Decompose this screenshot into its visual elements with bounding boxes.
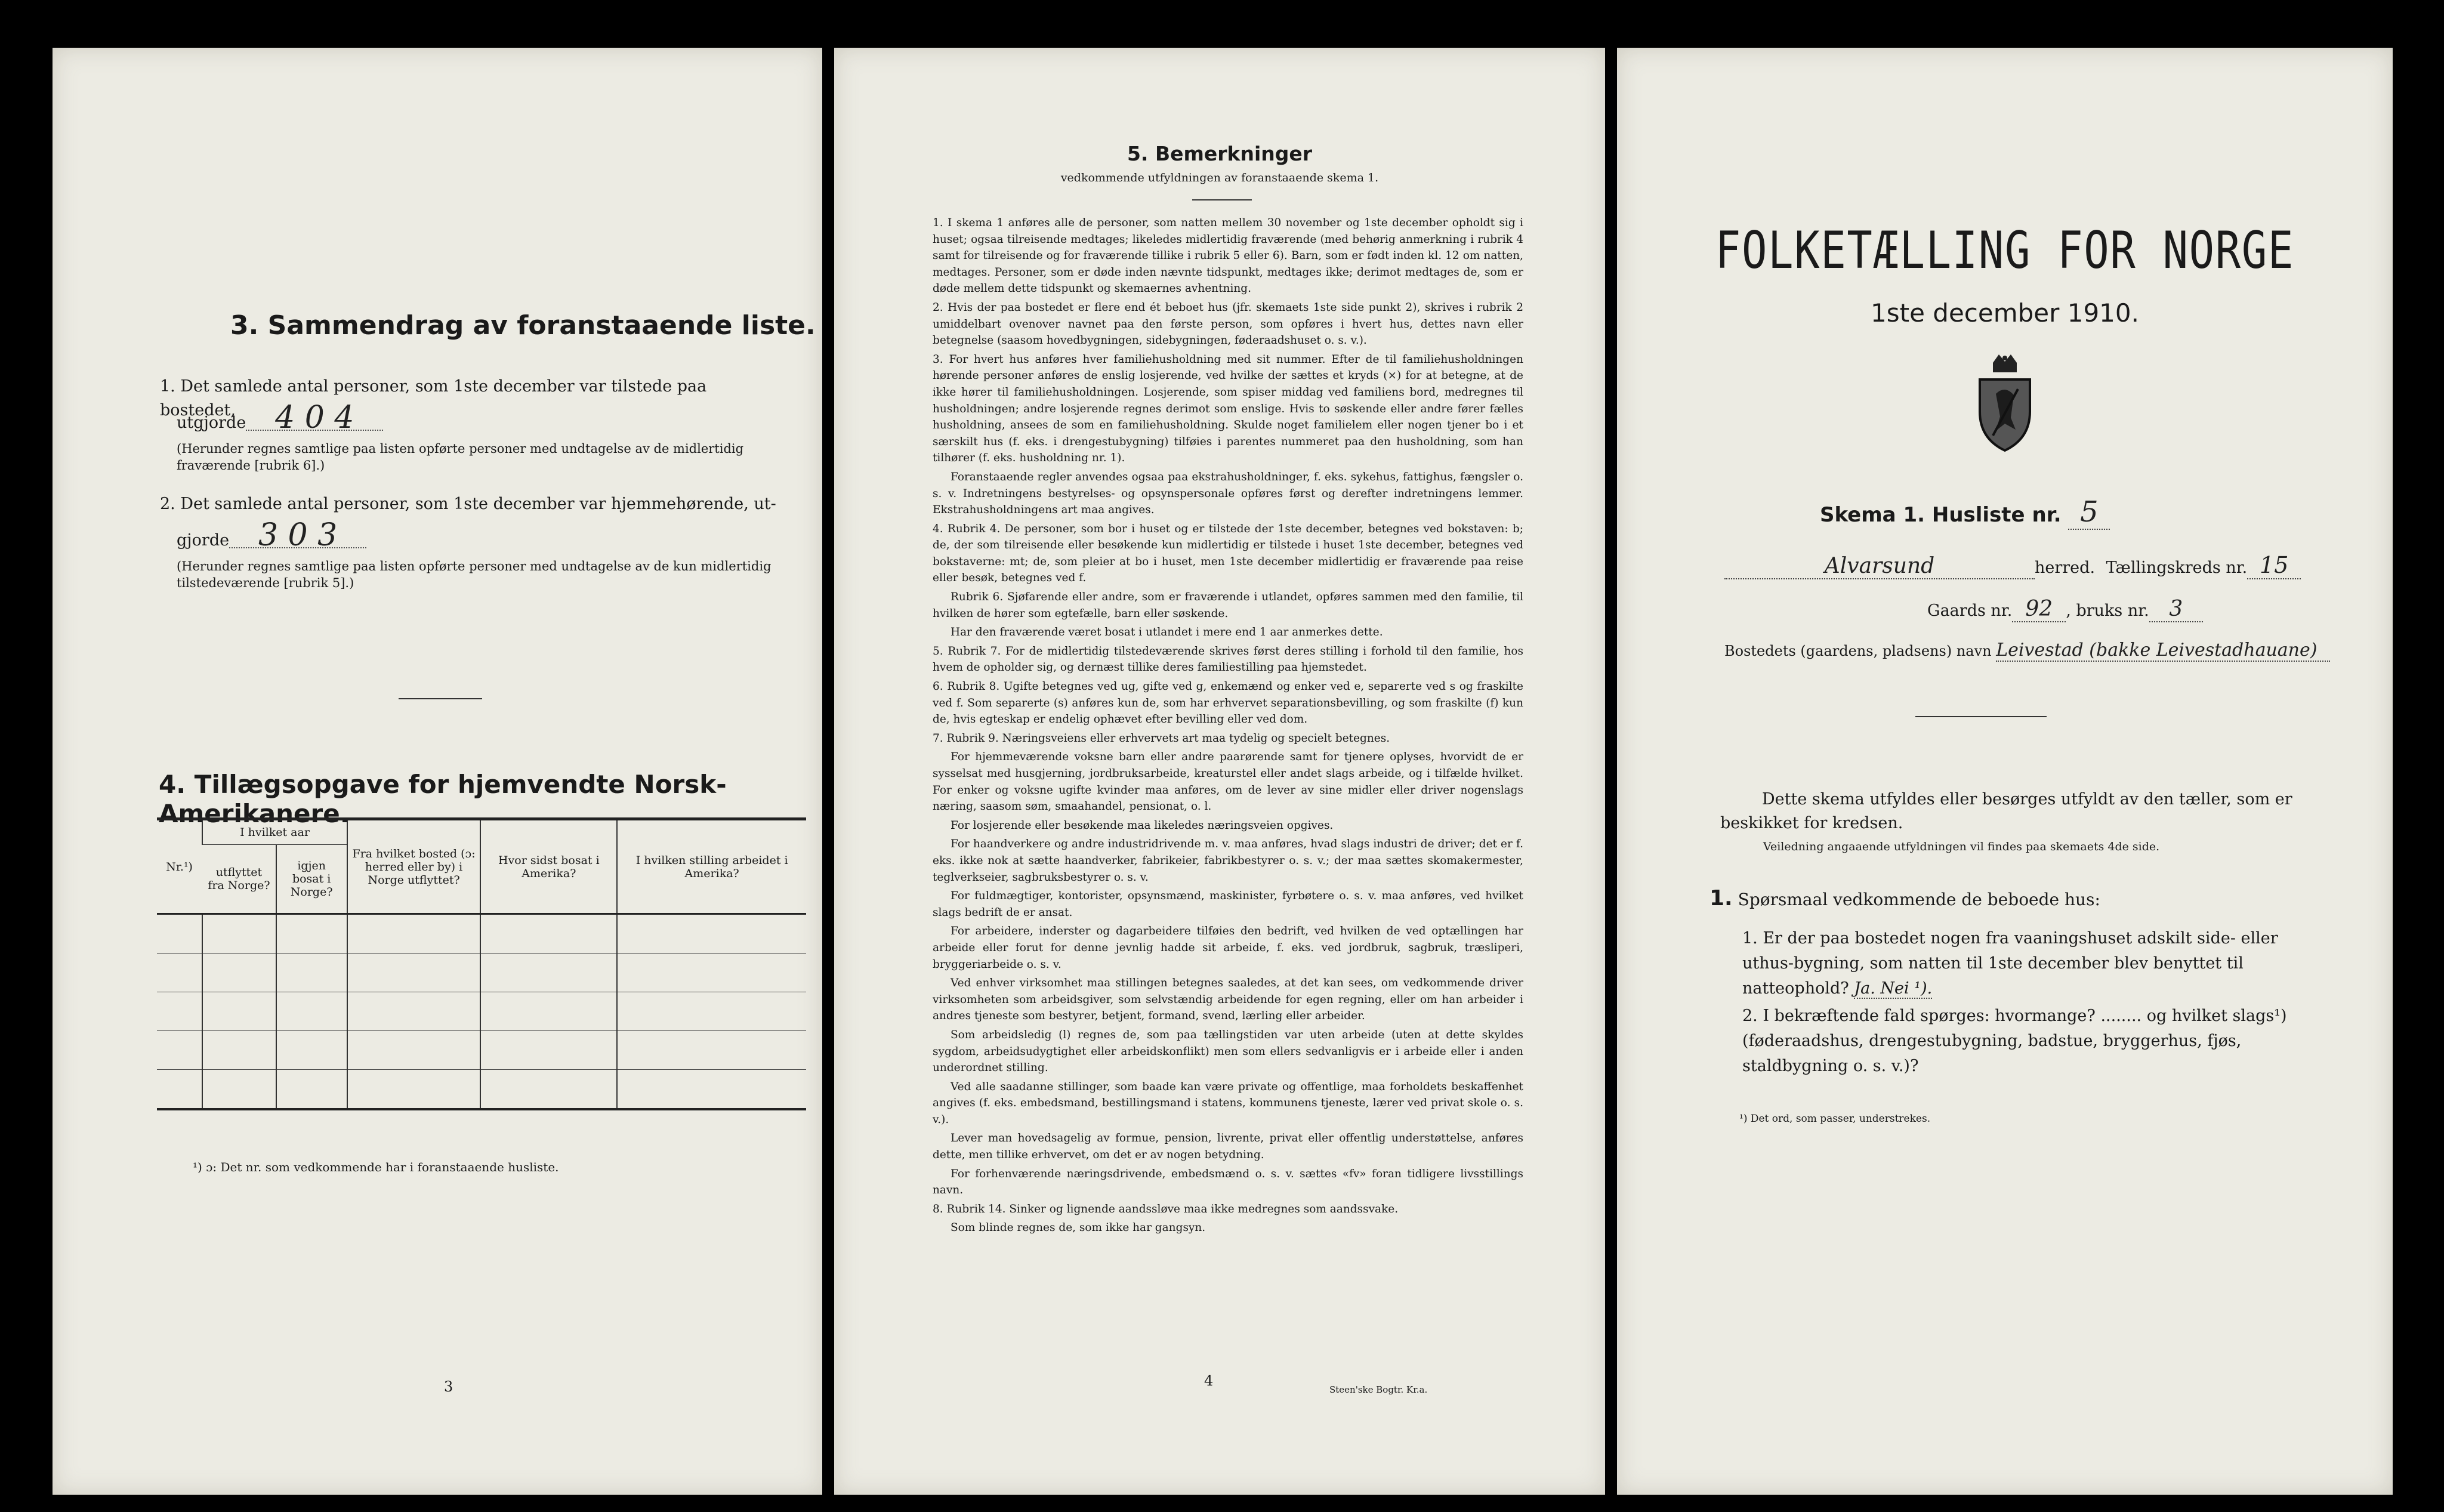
page-left <box>53 48 822 1495</box>
page-number-4: 4 <box>1204 1372 1214 1389</box>
table-row <box>157 1031 806 1070</box>
remark-6: 6. Rubrik 8. Ugifte betegnes ved ug, gifte ved g, enkemænd og enker ved e, separerte ved s og fraskilte ved f. Som separerte (s) anføres kun de, som har erhvervet separationsbevilling, og som fraskilte (f) kun de, hvis egteskap er endelig ophævet efter bevilling eller ved dom. <box>933 680 1523 726</box>
remark-4c: Har den fraværende været bosat i utlandet i mere end 1 aar anmerkes dette. <box>951 626 1383 639</box>
herred-label: herred. <box>2035 558 2096 577</box>
table-row <box>157 914 806 954</box>
kreds-label: Tællingskreds nr. <box>2106 558 2248 577</box>
right-footnote: ¹) Det ord, som passer, understrekes. <box>1739 1113 1931 1125</box>
remark-8: 8. Rubrik 14. Sinker og lignende aandssløve maa ikke medregnes som aandssvake. <box>933 1202 1399 1215</box>
question-1 <box>1742 926 2309 1001</box>
census-title: FOLKETÆLLING FOR NORGE <box>1715 221 2295 280</box>
remark-7b: For hjemmeværende voksne barn eller andre paarørende samt for tjenere oplyses, hvorvidt de er sysselsat med husgjerning, jordbruksarbeide, kreaturstel eller andet slags arbeide, og i tilfælde hvilket. For enker og voksne ugifte kvinder maa anføres, om de lever av sine midler eller driver nogenslags næring, saasom søm, smaahandel, pensionat, o. l. <box>933 751 1523 813</box>
remark-7e: For fuldmægtiger, kontorister, opsynsmænd, maskinister, fyrbøtere o. s. v. maa anføres, ved hvilket slags bedrift de er ansat. <box>933 890 1523 919</box>
question-1-text: 1. Er der paa bostedet nogen fra vaaningshuset adskilt side- eller uthus-bygning, som natten til 1ste december blev benyttet til natteophold? <box>1742 929 2278 998</box>
remark-7d: For haandverkere og andre industridrivende m. v. maa anføres, hvad slags industri de driver; det er f. eks. ikke nok at sætte haandverker, fabrikeier, fabrikbestyrer o. s. v.; der maa sættes skomakermester, teglverkseier, sagbruksbestyrer o. s. v. <box>933 838 1523 884</box>
remark-7c: For losjerende eller besøkende maa likeledes næringsveien opgives. <box>951 819 1334 832</box>
husliste-nr: 5 <box>2068 495 2110 530</box>
remark-3: 3. For hvert hus anføres hver familiehusholdning med sit nummer. Efter de til familiehusholdningen hørende personer anføres de enslig losjerende, ved hvilke der sættes et kryds (×) for at betegne, at de ikke hører til familiehusholdningen. Losjerende, som spiser middag ved familiens bord, medregnes til husholdningen; andre losjerende regnes derimot som enslige. Hvis to søskende eller andre fører fælles husholdning, ansees de som en familiehusholdning. Skulde noget familielem eller nogen tjener bo i et særskilt hus (f. eks. i drengestubygning) tilføies i parentes nummeret paa den husholdning, som han tilhører (f. eks. husholdning nr. 1). <box>933 353 1523 465</box>
question-heading <box>1709 886 2100 911</box>
item2-text: 2. Det samlede antal personer, som 1ste december var hjemmehørende, ut- <box>160 495 776 513</box>
census-date: 1ste december 1910. <box>1871 298 2139 328</box>
remark-7i: Ved alle saadanne stillinger, som baade kan være private og offentlige, maa forholdets beskaffenhet angives (f. eks. embedsmand, bestillingsmand i statens, kommunens tjeneste, lærer ved privat skole o. s. v.). <box>933 1080 1523 1126</box>
remark-4: 4. Rubrik 4. De personer, som bor i huset og er tilstede der 1ste december, betegnes ved bokstaven: b; de, der som tilreisende eller besøkende kun midlertidig er tilstede i huset 1ste december, betegnes ved bokstaverne: mt; de, som pleier at bo i huset, men 1ste december midlertidig er fraværende paa reise eller besøk, betegnes ved f. <box>933 522 1523 585</box>
remark-7h: Som arbeidsledig (l) regnes de, som paa tællingstiden var uten arbeide (uten at dette skyldes sygdom, arbeidsudygtighet eller arbeidskonflikt) men som ellers sedvanligvis er i arbeide eller i anden underordnet stilling. <box>933 1028 1523 1075</box>
col-igjen: igjen bosat i Norge? <box>276 845 347 914</box>
remark-7k: For forhenværende næringsdrivende, embedsmænd o. s. v. sættes «fv» foran tidligere livsstillings navn. <box>933 1167 1523 1197</box>
remark-2: 2. Hvis der paa bostedet er flere end ét beboet hus (jfr. skemaets 1ste side punkt 2), skrives i rubrik 2 umiddelbart ovenover navnet paa den første person, som opføres i hvert hus, dettes navn eller betegnelse (saasom hovedbygningen, sidebygningen, føderaadshuset o. s. v.). <box>933 301 1523 347</box>
printer-mark: Steen'ske Bogtr. Kr.a. <box>1329 1384 1428 1395</box>
norsk-amerikanere-table <box>157 817 806 1110</box>
herred-value: Alvarsund <box>1724 554 2035 579</box>
remark-7g: Ved enhver virksomhet maa stillingen betegnes saaledes, at det kan sees, om vedkommende driver virksomheten som arbeidsgiver, som selvstændig arbeidende for egen regning, eller om han arbeider i andres tjeneste som bestyrer, betjent, formand, svend, lærling eller arbeider. <box>933 977 1523 1023</box>
remark-7f: For arbeidere, inderster og dagarbeidere tilføies den bedrift, ved hvilken de ved optællingen har arbeide eller forut for denne jevnlig hadde sit arbeide, f. eks. ved jordbruk, sagbruk, træsliperi, bryggeriarbeide o. s. v. <box>933 925 1523 971</box>
section3-title: 3. Sammendrag av foranstaaende liste. <box>230 310 816 341</box>
remarks-subtitle: vedkommende utfyldningen av foranstaaende skema 1. <box>1060 171 1379 184</box>
question-1-answer: Ja. Nei ¹). <box>1854 979 1933 998</box>
item1-value: 4 0 4 <box>246 406 383 431</box>
guidance-text: Veiledning angaaende utfyldningen vil findes paa skemaets 4de side. <box>1763 840 2160 853</box>
coat-of-arms-icon <box>1969 352 2041 453</box>
remark-8b: Som blinde regnes de, som ikke har gangsyn. <box>951 1221 1206 1235</box>
skema-label: Skema 1. Husliste nr. <box>1820 503 2062 527</box>
bosted-row <box>1724 640 2330 662</box>
bruks-label: , bruks nr. <box>2066 601 2149 620</box>
question-heading-num: 1. <box>1709 886 1733 911</box>
divider <box>399 698 482 699</box>
item2-row <box>177 517 366 553</box>
skema-row <box>1820 495 2110 530</box>
gaards-value: 92 <box>2012 597 2066 622</box>
remark-3b: Foranstaaende regler anvendes ogsaa paa ekstrahusholdninger, f. eks. sykehus, fattighus, fængsler o. s. v. Indretningens bestyrelses- og opsynspersonale opføres først og derefter indretningens lemmer. Ekstrahusholdningens art maa angives. <box>933 470 1523 517</box>
item2-label: gjorde <box>177 531 230 550</box>
page-number-3: 3 <box>444 1378 453 1395</box>
remark-1: 1. I skema 1 anføres alle de personer, som natten mellem 30 november og 1ste december opholdt sig i huset; ogsaa tilreisende medtages; likeledes midlertidig fraværende (med behørig anmerkning i rubrik 4 samt for tilreisende og for fraværende tillike i rubrik 5 eller 6). Barn, som er født inden kl. 12 om natten, medtages. Personer, som er døde inden nævnte tidspunkt, medtages ikke; derimot medtages de, som er døde mellem dette tidspunkt og skemaernes avhentning. <box>933 217 1523 295</box>
table-row <box>157 954 806 992</box>
col-stilling: I hvilken stilling arbeidet i Amerika? <box>617 820 806 914</box>
item1-row <box>177 400 383 436</box>
bosted-label: Bostedets (gaardens, pladsens) navn <box>1724 643 1992 659</box>
table-row <box>157 1070 806 1109</box>
bosted-value: Leivestad (bakke Leivestadhauane) <box>1996 640 2330 662</box>
remarks-title: 5. Bemerkninger <box>1127 142 1313 165</box>
remark-7j: Lever man hovedsagelig av formue, pension, livrente, privat eller offentlig understøttelse, anføres dette, men tillike erhvervet, om det er av nogen betydning. <box>933 1132 1523 1162</box>
kreds-value: 15 <box>2247 552 2301 579</box>
remark-7: 7. Rubrik 9. Næringsveiens eller erhvervets art maa tydelig og specielt betegnes. <box>933 732 1390 745</box>
remark-5: 5. Rubrik 7. For de midlertidig tilstedeværende skrives først deres stilling i forhold til den familie, hos hvem de opholder sig, og dernæst tillike deres familiestilling paa hjemstedet. <box>933 644 1523 674</box>
col-aar: I hvilket aar <box>202 820 347 845</box>
item1-label: utgjorde <box>177 414 246 432</box>
table-row <box>157 992 806 1031</box>
remarks-divider <box>1192 199 1252 200</box>
col-bosted: Fra hvilket bosted (ɔ: herred eller by) i Norge utflyttet? <box>347 820 481 914</box>
page-right <box>1617 48 2393 1495</box>
instructions-text: Dette skema utfyldes eller besørges utfyldt av den tæller, som er beskikket for kredsen. <box>1720 790 2292 832</box>
section4-title: 4. Tillægsopgave for hjemvendte Norsk-Amerikanere. <box>159 770 727 828</box>
item2-value: 3 0 3 <box>229 523 366 548</box>
remarks-list <box>933 215 1523 1239</box>
remark-4b: Rubrik 6. Sjøfarende eller andre, som er fraværende i utlandet, opføres sammen med den familie, til hvilken de hører som egtefælle, barn eller søskende. <box>933 591 1523 620</box>
item1-note: (Herunder regnes samtlige paa listen opførte personer med undtagelse av de midlertidig fraværende [rubrik 6].) <box>177 442 744 473</box>
item2-note: (Herunder regnes samtlige paa listen opførte personer med undtagelse av de kun midlertidig tilstedeværende [rubrik 5].) <box>177 559 772 590</box>
item1-text: 1. Det samlede antal personer, som 1ste december var tilstede paa bostedet, <box>160 377 707 419</box>
col-amerika: Hvor sidst bosat i Amerika? <box>480 820 617 914</box>
ornament-divider <box>1915 716 2047 717</box>
gaards-label: Gaards nr. <box>1927 601 2013 620</box>
herred-row <box>1724 552 2301 579</box>
col-utflyttet: utflyttet fra Norge? <box>208 866 270 892</box>
gaards-row <box>1927 597 2203 622</box>
bruks-value: 3 <box>2149 597 2203 622</box>
page-middle <box>834 48 1605 1495</box>
question-2: 2. I bekræftende fald spørges: hvormange? ........ og hvilket slags¹) (føderaadshus, drengestubygning, badstue, bryggerhus, fjøs, staldbygning o. s. v.)? <box>1742 1007 2287 1075</box>
question-heading-text: Spørsmaal vedkommende de beboede hus: <box>1738 890 2100 909</box>
section4-footnote: ¹) ɔ: Det nr. som vedkommende har i foranstaaende husliste. <box>193 1160 559 1174</box>
col-nr: Nr.¹) <box>166 860 193 874</box>
